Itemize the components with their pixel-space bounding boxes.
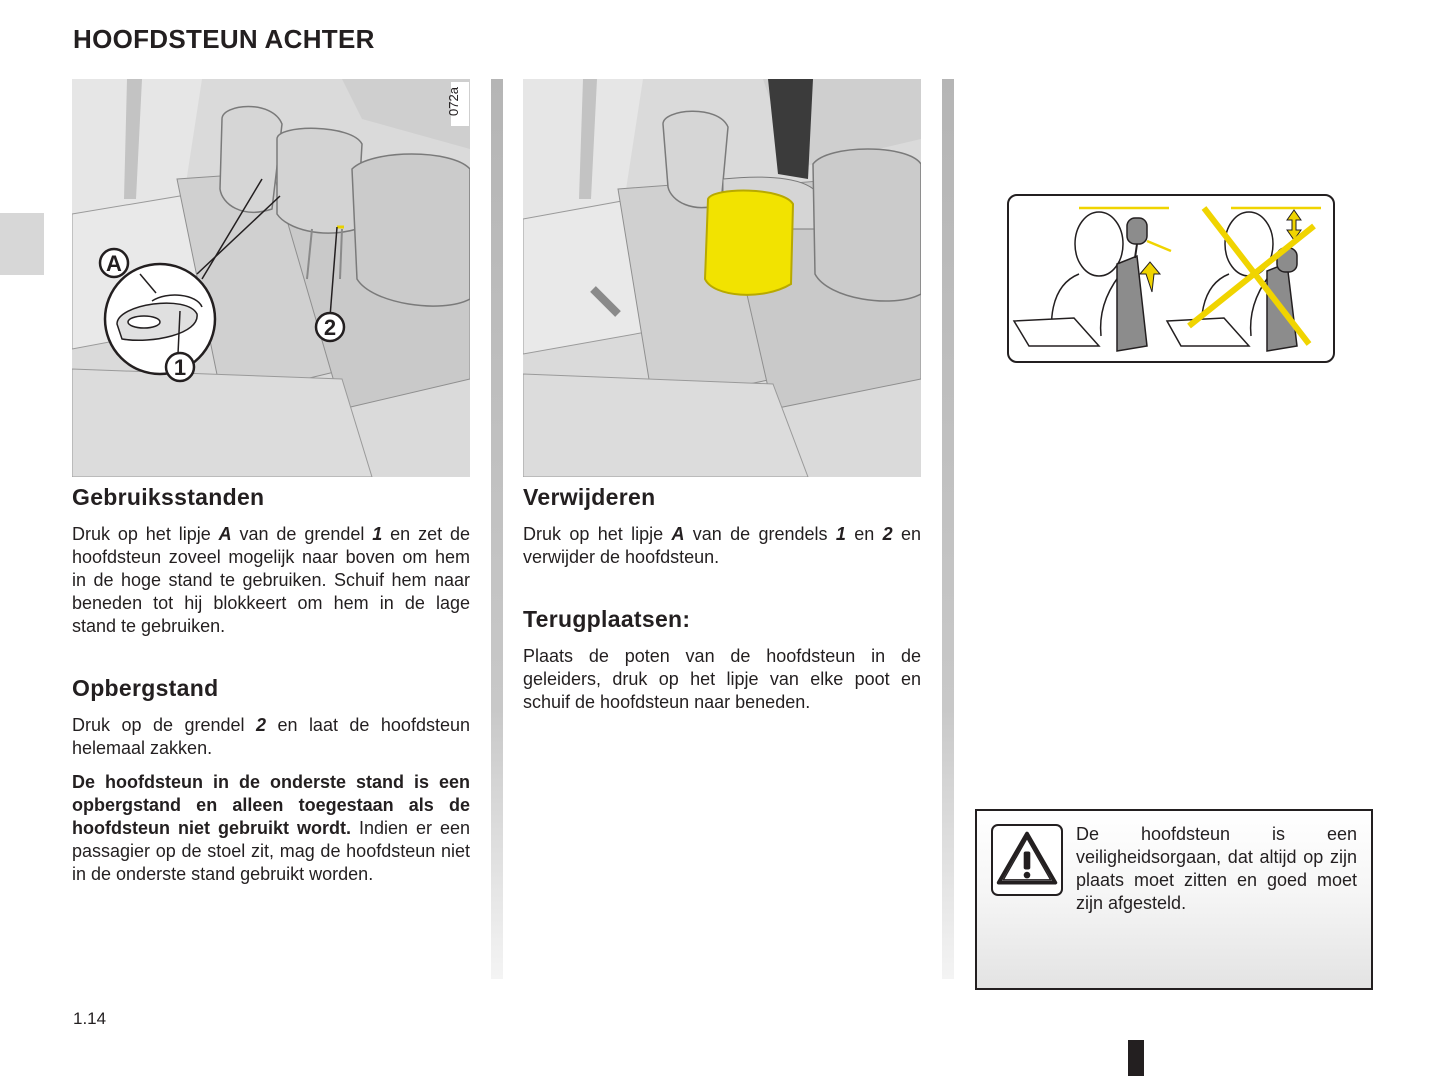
headrest-height-illustration <box>1009 196 1335 363</box>
column-1 <box>72 484 470 886</box>
section-heading-usage: Gebruiksstanden <box>72 484 265 510</box>
column-2 <box>523 484 921 714</box>
callout-a-label: A <box>106 251 122 276</box>
callout-2-label: 2 <box>323 315 337 340</box>
storage-paragraph: Druk op de grendel 2 en laat de hoofdsteun helemaal zakken. <box>72 715 470 758</box>
column-divider <box>491 79 503 979</box>
usage-paragraph: Druk op het lipje A van de grendel 1 en zet de hoofdsteun zoveel mogelijk naar boven om hem in de hoge stand te gebruiken. Schuif hem naar beneden tot hij blokkeert om hem in de lage stand te gebruiken. <box>72 524 470 636</box>
headrest-removal-illustration <box>523 79 921 477</box>
page-marker <box>1128 1040 1144 1076</box>
warning-box <box>975 809 1373 990</box>
section-heading-storage: Opbergstand <box>72 675 219 701</box>
warning-triangle-icon <box>991 824 1063 896</box>
headrest-removal-figure <box>523 79 921 477</box>
section-tab <box>0 213 44 275</box>
remove-paragraph: Druk op het lipje A van de grendels 1 en 2 en verwijder de hoofdsteun. <box>523 524 921 567</box>
page-number: 1.14 <box>73 1009 107 1028</box>
section-heading-refit: Terugplaatsen: <box>523 606 691 632</box>
warning-text: De hoofdsteun is een veiligheidsorgaan, dat altijd op zijn plaats moet zitten en goed moet zijn afgesteld. <box>1076 824 1357 913</box>
highlighted-headrest <box>705 191 793 295</box>
section-heading-remove: Verwijderen <box>523 484 656 510</box>
figure-reference <box>445 82 469 126</box>
column-divider-right <box>942 79 954 979</box>
callout-1-label: 1 <box>173 355 187 380</box>
rear-seat-latch-figure <box>72 79 470 477</box>
refit-paragraph: Plaats de poten van de hoofdsteun in de geleiders, druk op het lipje van elke poot en schuif de hoofdsteun naar beneden. <box>523 646 921 712</box>
rear-seat-illustration <box>72 79 470 477</box>
figure-reference-label: 072a <box>445 87 461 116</box>
page-title: HOOFDSTEUN ACHTER <box>73 24 375 54</box>
headrest-height-diagram <box>1007 194 1335 363</box>
storage-warning-paragraph: De hoofdsteun in de onderste stand is een opbergstand en alleen toegestaan als de hoofdsteun niet gebruikt wordt. Indien er een passagier op de stoel zit, mag de hoofdsteun niet in de onderste stand gebruikt worden. <box>72 772 470 884</box>
